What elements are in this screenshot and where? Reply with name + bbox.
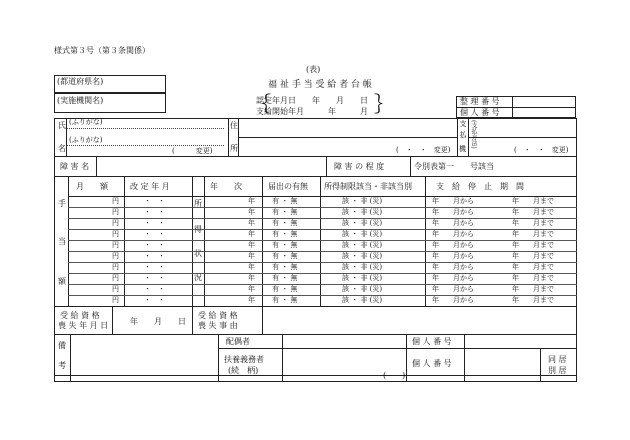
header-suspension: 支 給 停 止 期 間 (436, 182, 524, 191)
row-cell-dots: ・ ・ (144, 285, 165, 293)
row-cell-yen: 円 (112, 208, 119, 216)
row-cell-year: 年 (248, 230, 255, 238)
row-cell-dots: ・ ・ (144, 296, 165, 304)
remarks-side-2: 考 (58, 361, 66, 370)
row-cell-gai: 該 ・ 非 (災) (342, 197, 383, 205)
row-cell-gai: 該 ・ 非 (災) (342, 208, 383, 216)
spouse-label: 配偶者 (226, 337, 250, 346)
side-label: (表) (306, 65, 321, 74)
row-cell-to: 年 月まで (512, 219, 554, 227)
row-cell-to: 年 月まで (512, 208, 554, 216)
row-cell-umu: 有 ・ 無 (272, 252, 298, 260)
row-cell-yen: 円 (112, 285, 119, 293)
bracket-left: ｛ (251, 92, 271, 116)
row-cell-umu: 有 ・ 無 (272, 285, 298, 293)
row-cell-gai: 該 ・ 非 (災) (342, 274, 383, 282)
row-cell-from: 年 月から (432, 263, 474, 271)
row-cell-from: 年 月から (432, 274, 474, 282)
pay-side-2: 機 (459, 145, 466, 153)
row-cell-gai: 該 ・ 非 (災) (342, 252, 383, 260)
header-income-limit: 所得制限該当・非該当別 (324, 182, 412, 191)
row-cell-yen: 円 (112, 296, 119, 304)
row-cell-to: 年 月まで (512, 285, 554, 293)
row-cell-year: 年 (248, 241, 255, 249)
row-cell-dots: ・ ・ (144, 197, 165, 205)
row-cell-from: 年 月から (432, 296, 474, 304)
row-cell-year: 年 (248, 274, 255, 282)
row-cell-umu: 有 ・ 無 (272, 263, 298, 271)
row-cell-yen: 円 (112, 263, 119, 271)
header-revision: 改 定 年 月 (130, 182, 170, 191)
row-cell-to: 年 月まで (512, 252, 554, 260)
row-cell-yen: 円 (112, 274, 119, 282)
payment-start: 支給開始年月 年 月 (256, 107, 368, 116)
row-cell-to: 年 月まで (512, 296, 554, 304)
row-cell-yen: 円 (112, 219, 119, 227)
income-side-2: 得 (194, 225, 202, 234)
row-cell-from: 年 月から (432, 285, 474, 293)
page-title: 福 祉 手 当 受 給 者 台 帳 (268, 80, 372, 90)
furigana-2: (ふりがな) (69, 136, 103, 144)
appendix-label: 令別表第一 号該当 (414, 162, 494, 171)
loss-reason-label-2: 喪 失 事 由 (198, 321, 238, 330)
pay-method: (支払方法) (470, 120, 477, 149)
row-cell-from: 年 月から (432, 241, 474, 249)
header-year: 年 次 (210, 182, 242, 191)
bottom-frame (54, 334, 577, 382)
address-label-2: 所 (230, 144, 238, 153)
row-cell-year: 年 (248, 285, 255, 293)
supporter-label-2: (続 柄) (228, 366, 259, 375)
row-cell-dots: ・ ・ (144, 274, 165, 282)
supporter-label-1: 扶養義務者 (224, 355, 264, 364)
row-cell-to: 年 月まで (512, 241, 554, 249)
name-label: 氏 (58, 121, 66, 130)
reference-number-label: 整 理 番 号 (460, 97, 500, 106)
row-cell-gai: 該 ・ 非 (災) (342, 241, 383, 249)
loss-date-label-2: 喪 失 年 月 日 (58, 321, 109, 330)
income-side-4: 況 (194, 273, 202, 282)
pay-change: ( ・ ・ 変更) (514, 146, 569, 154)
row-cell-dots: ・ ・ (144, 208, 165, 216)
office-label: (実施機関名) (57, 96, 104, 105)
row-cell-to: 年 月まで (512, 274, 554, 282)
row-cell-year: 年 (248, 252, 255, 260)
row-cell-year: 年 (248, 208, 255, 216)
row-cell-dots: ・ ・ (144, 252, 165, 260)
form-number: 様式第３号（第３条関係） (54, 46, 150, 55)
row-cell-dots: ・ ・ (144, 241, 165, 249)
row-cell-yen: 円 (112, 230, 119, 238)
cohabit-label: 同 居 (548, 355, 567, 364)
header-monthly: 月 額 (76, 182, 108, 191)
row-cell-yen: 円 (112, 197, 119, 205)
loss-date-value: 年 月 日 (130, 317, 186, 326)
allowance-side-3: 額 (58, 277, 66, 286)
row-cell-umu: 有 ・ 無 (272, 208, 298, 216)
name-change: ( 変更) (172, 147, 213, 155)
row-cell-gai: 該 ・ 非 (災) (342, 296, 383, 304)
row-cell-umu: 有 ・ 無 (272, 197, 298, 205)
certification-date: 認定年月日 年 月 日 (256, 96, 368, 105)
row-cell-yen: 円 (112, 252, 119, 260)
name-label-2: 名 (58, 144, 66, 153)
individual-number-1: 個 人 番 号 (412, 337, 452, 346)
row-cell-from: 年 月から (432, 230, 474, 238)
header-notification: 届出の有無 (268, 182, 308, 191)
row-cell-from: 年 月から (432, 208, 474, 216)
row-cell-year: 年 (248, 263, 255, 271)
row-cell-gai: 該 ・ 非 (災) (342, 285, 383, 293)
row-cell-dots: ・ ・ (144, 230, 165, 238)
row-cell-to: 年 月まで (512, 230, 554, 238)
row-cell-from: 年 月から (432, 219, 474, 227)
disability-degree-label: 障 害 の 程 度 (334, 162, 385, 171)
furigana-1: (ふりがな) (69, 118, 103, 126)
row-cell-from: 年 月から (432, 197, 474, 205)
bracket-right: ｝ (374, 92, 394, 116)
income-side-3: 状 (194, 249, 202, 258)
allowance-side-2: 当 (58, 237, 66, 246)
pay-side-1: 支払 (459, 120, 467, 142)
row-cell-gai: 該 ・ 非 (災) (342, 219, 383, 227)
address-label: 住 (230, 121, 238, 130)
row-cell-umu: 有 ・ 無 (272, 296, 298, 304)
individual-number-2: 個 人 番 号 (412, 359, 452, 368)
row-cell-year: 年 (248, 296, 255, 304)
allowance-side-1: 手 (58, 199, 66, 208)
row-cell-to: 年 月まで (512, 197, 554, 205)
relationship-paren: ( ) (383, 371, 406, 380)
income-side-1: 所 (194, 199, 202, 208)
row-cell-gai: 該 ・ 非 (災) (342, 263, 383, 271)
row-cell-gai: 該 ・ 非 (災) (342, 230, 383, 238)
loss-date-label-1: 受 給 資 格 (60, 311, 100, 320)
remarks-side-1: 備 (58, 341, 66, 350)
row-cell-umu: 有 ・ 無 (272, 241, 298, 249)
row-cell-dots: ・ ・ (144, 263, 165, 271)
row-cell-yen: 円 (112, 241, 119, 249)
row-cell-year: 年 (248, 219, 255, 227)
prefecture-label: (都道府県名) (57, 77, 104, 86)
loss-reason-label-1: 受 給 資 格 (198, 311, 238, 320)
row-cell-umu: 有 ・ 無 (272, 230, 298, 238)
row-cell-umu: 有 ・ 無 (272, 274, 298, 282)
separate-label: 別 居 (548, 366, 567, 375)
row-cell-dots: ・ ・ (144, 219, 165, 227)
row-cell-year: 年 (248, 197, 255, 205)
disability-name-label: 障 害 名 (60, 162, 90, 171)
row-cell-from: 年 月から (432, 252, 474, 260)
individual-number-label: 個 人 番 号 (460, 108, 500, 117)
address-change: ( ・ ・ 変更) (396, 146, 451, 154)
row-cell-to: 年 月まで (512, 263, 554, 271)
row-cell-umu: 有 ・ 無 (272, 219, 298, 227)
